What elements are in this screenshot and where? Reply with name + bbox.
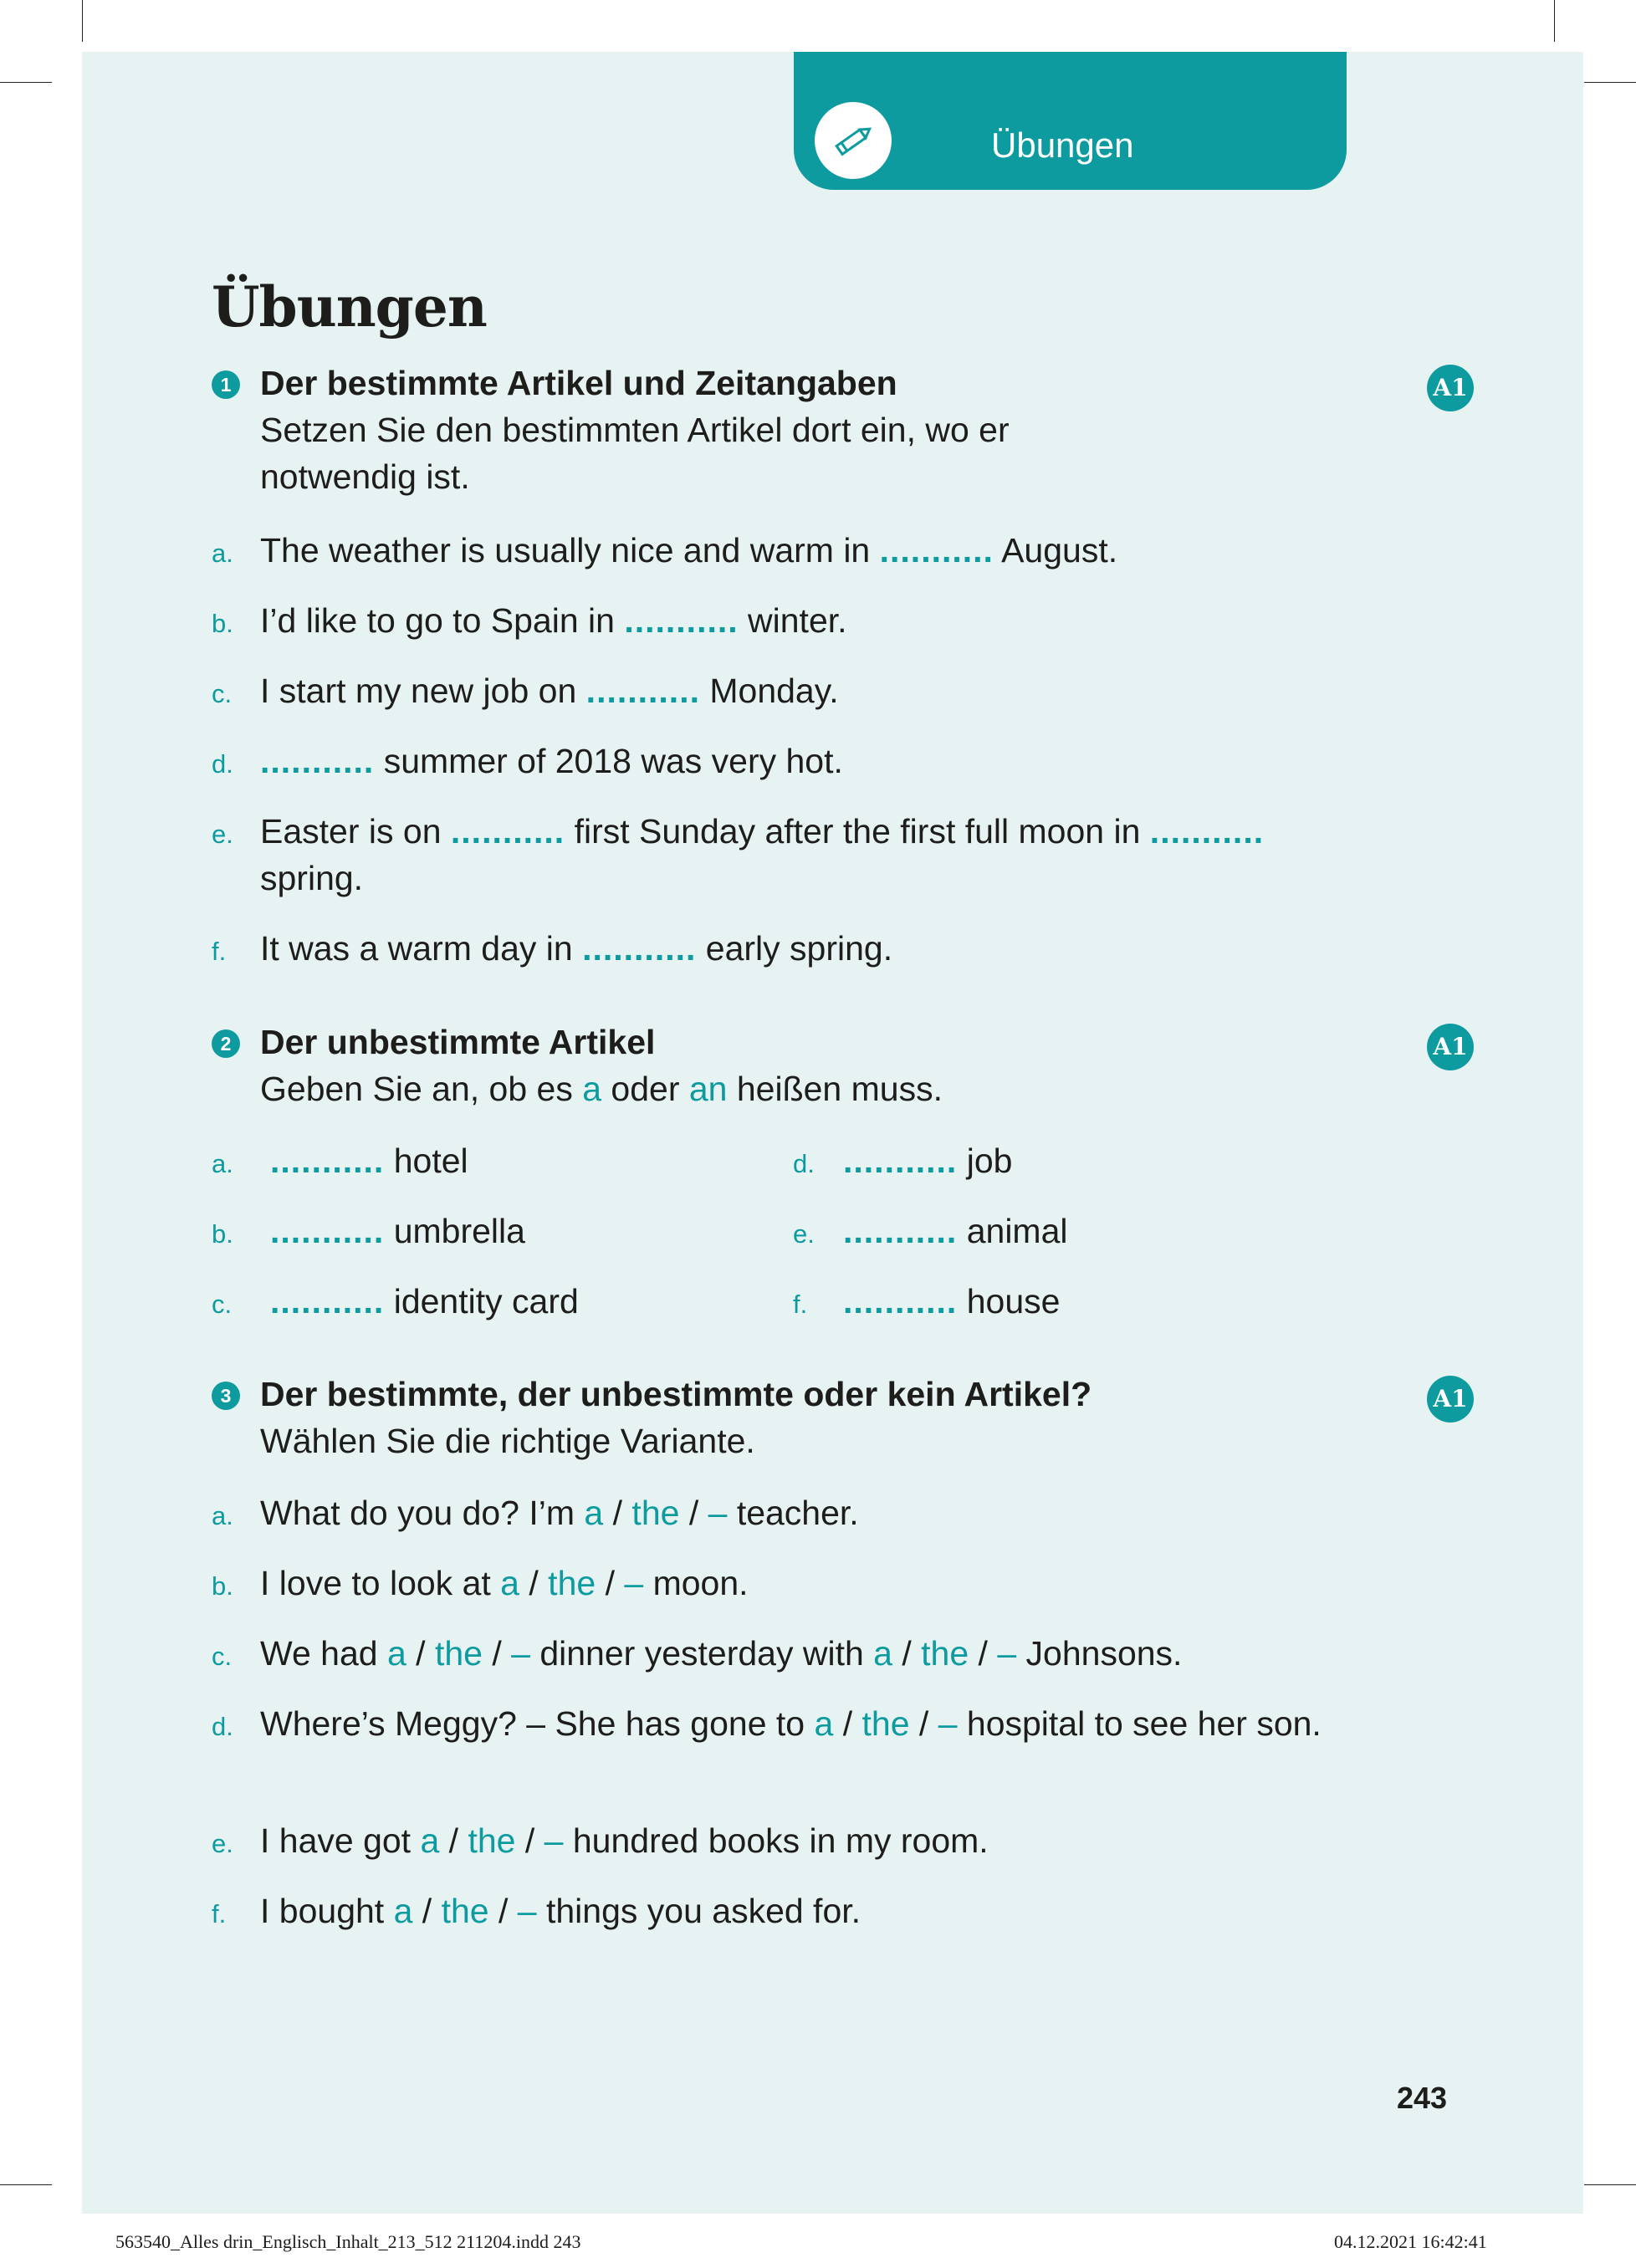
item-letter: e. [212, 1829, 233, 1858]
page-number: 243 [1397, 2081, 1448, 2115]
crop-mark [1554, 0, 1555, 42]
item-letter: d. [212, 1712, 233, 1741]
item-letter: f. [793, 1290, 808, 1319]
choice-the[interactable]: the [861, 1704, 910, 1743]
choice-none[interactable]: – [624, 1564, 644, 1602]
answer-gap[interactable]: ........... [1149, 812, 1265, 850]
item-letter: c. [212, 1642, 233, 1671]
crop-mark [1584, 2184, 1636, 2185]
answer-gap[interactable]: ........... [585, 672, 700, 710]
crop-mark [1584, 82, 1636, 83]
choice-a[interactable]: a [814, 1704, 834, 1743]
exercise-heading: Der bestimmte Artikel und Zeitangaben [260, 364, 897, 402]
choice-a[interactable]: a [386, 1634, 406, 1673]
answer-gap[interactable]: ........... [270, 1282, 385, 1320]
exercise-heading: Der unbestimmte Artikel [260, 1023, 656, 1061]
choice-a[interactable]: a [420, 1821, 440, 1860]
exercise-heading: Der bestimmte, der unbestimmte oder kein Artikel? [260, 1375, 1092, 1413]
print-slug-file: 563540_Alles drin_Englisch_Inhalt_213_512 211204.indd 243 [115, 2231, 581, 2252]
choice-none[interactable]: – [517, 1892, 537, 1930]
answer-gap[interactable]: ........... [270, 1212, 385, 1250]
answer-gap[interactable]: ........... [270, 1142, 385, 1180]
item-letter: d. [212, 749, 233, 779]
choice-none[interactable]: – [708, 1494, 728, 1532]
item-letter: b. [212, 1571, 233, 1601]
exercise-instruction: Geben Sie an, ob es a oder an heißen muss. [260, 1070, 943, 1108]
exercise-instruction: Setzen Sie den bestimmten Artikel dort ein, wo er notwendig ist. [260, 411, 1010, 496]
answer-gap[interactable]: ........... [843, 1282, 958, 1320]
choice-a[interactable]: a [584, 1494, 604, 1532]
choice-a[interactable]: a [873, 1634, 892, 1673]
exercise-number: 2 [212, 1029, 240, 1058]
crop-mark [0, 82, 52, 83]
answer-gap[interactable]: ........... [843, 1212, 958, 1250]
level-badge: A1 [1427, 1376, 1474, 1423]
item-letter: e. [212, 820, 233, 849]
item-letter: b. [212, 609, 233, 638]
choice-a[interactable]: a [500, 1564, 519, 1602]
answer-gap[interactable]: ........... [582, 929, 697, 968]
pencil-icon [815, 102, 892, 179]
item-letter: a. [212, 1149, 233, 1178]
exercise-number: 3 [212, 1382, 240, 1410]
crop-mark [82, 0, 83, 42]
choice-a[interactable]: a [393, 1892, 413, 1930]
tab-label: Übungen [991, 125, 1134, 165]
choice-the[interactable]: the [434, 1634, 483, 1673]
item-letter: f. [212, 1899, 227, 1928]
crop-mark [0, 2184, 52, 2185]
level-badge: A1 [1427, 365, 1474, 411]
item-letter: b. [212, 1219, 233, 1249]
exercise-instruction: Wählen Sie die richtige Variante. [260, 1422, 755, 1460]
item-letter: a. [212, 1501, 233, 1530]
choice-the[interactable]: the [548, 1564, 596, 1602]
item-letter: d. [793, 1149, 815, 1178]
answer-gap[interactable]: ........... [879, 531, 994, 570]
item-letter: f. [212, 937, 227, 966]
choice-the[interactable]: the [441, 1892, 489, 1930]
choice-the[interactable]: the [921, 1634, 969, 1673]
print-slug-date: 04.12.2021 16:42:41 [1334, 2231, 1487, 2252]
choice-the[interactable]: the [631, 1494, 680, 1532]
choice-none[interactable]: – [997, 1634, 1017, 1673]
level-badge: A1 [1427, 1024, 1474, 1070]
item-letter: a. [212, 539, 233, 568]
answer-gap[interactable]: ........... [260, 742, 375, 780]
choice-the[interactable]: the [468, 1821, 516, 1860]
page-title: Übungen [212, 274, 487, 340]
exercise-number: 1 [212, 370, 240, 399]
item-letter: c. [212, 679, 233, 708]
answer-gap[interactable]: ........... [624, 601, 739, 640]
choice-none[interactable]: – [544, 1821, 564, 1860]
item-letter: c. [212, 1290, 233, 1319]
choice-none[interactable]: – [511, 1634, 530, 1673]
item-letter: e. [793, 1219, 815, 1249]
answer-gap[interactable]: ........... [843, 1142, 958, 1180]
choice-none[interactable]: – [938, 1704, 958, 1743]
answer-gap[interactable]: ........... [450, 812, 565, 850]
